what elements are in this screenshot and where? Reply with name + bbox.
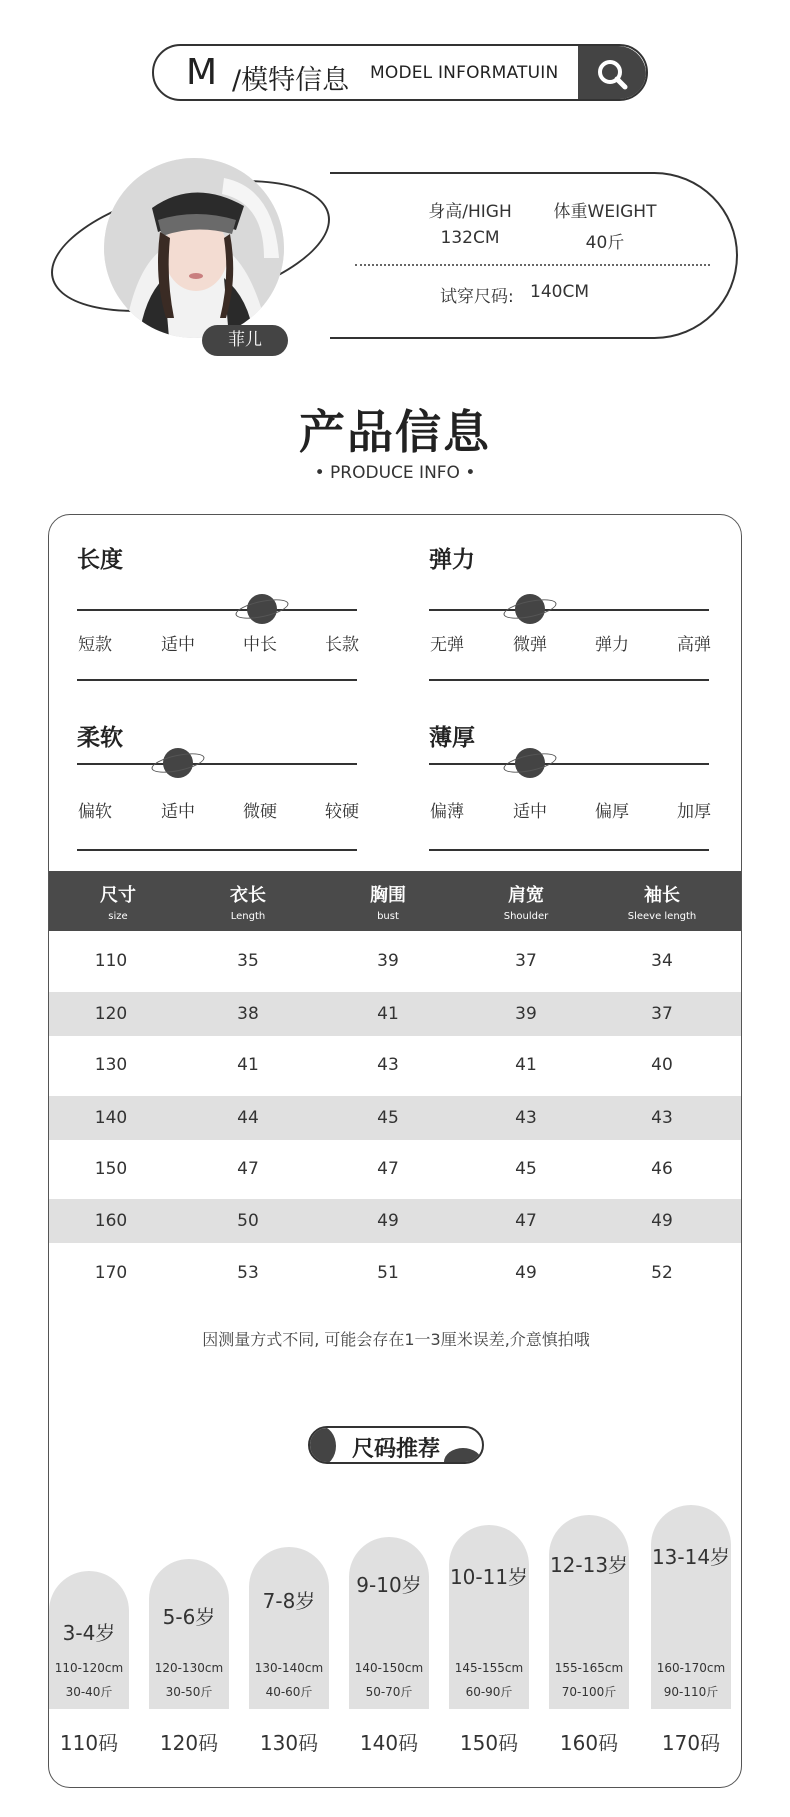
attribute-option: 长款	[325, 635, 359, 655]
age-height-range: 120-130cm	[154, 1661, 224, 1675]
attribute-thickness	[429, 719, 709, 839]
table-row	[49, 1096, 742, 1140]
age-label: 3-4岁	[62, 1621, 116, 1645]
size-code: 140码	[359, 1731, 419, 1755]
column-header-length: 衣长 Length	[230, 885, 266, 922]
attribute-title: 弹力	[429, 547, 475, 573]
attribute-option: 偏软	[78, 802, 112, 822]
attribute-title: 柔软	[77, 725, 123, 751]
attribute-option: 微硬	[243, 802, 277, 822]
table-cell: 39	[515, 1004, 537, 1024]
attribute-option: 微弹	[513, 635, 547, 655]
age-weight-range: 70-100斤	[561, 1685, 617, 1699]
age-weight-range: 90-110斤	[663, 1685, 719, 1699]
attribute-option: 弹力	[595, 635, 629, 655]
table-cell: 110	[94, 951, 128, 971]
attribute-divider	[429, 849, 709, 851]
attribute-option: 高弹	[677, 635, 711, 655]
table-row	[49, 992, 742, 1036]
attribute-level-indicator	[429, 594, 709, 626]
attribute-level-indicator	[429, 748, 709, 780]
attribute-option: 较硬	[325, 802, 359, 822]
table-cell: 49	[515, 1263, 537, 1283]
product-info-panel	[48, 514, 742, 1788]
table-cell: 37	[651, 1004, 673, 1024]
height-value: 132CM	[440, 228, 500, 248]
table-cell: 38	[237, 1004, 259, 1024]
table-cell: 140	[94, 1108, 128, 1128]
table-row	[49, 1251, 742, 1295]
height-label: 身高/HIGH	[428, 202, 512, 222]
table-cell: 47	[237, 1159, 259, 1179]
age-height-range: 145-155cm	[454, 1661, 524, 1675]
table-row	[49, 939, 742, 983]
table-cell: 53	[237, 1263, 259, 1283]
weight-value: 40斤	[585, 233, 625, 253]
table-cell: 34	[651, 951, 673, 971]
age-height-range: 160-170cm	[656, 1661, 726, 1675]
table-cell: 43	[651, 1108, 673, 1128]
age-column	[449, 1525, 529, 1709]
age-weight-range: 30-50斤	[165, 1685, 213, 1699]
age-label: 5-6岁	[162, 1605, 216, 1629]
table-cell: 43	[377, 1055, 399, 1075]
table-cell: 45	[377, 1108, 399, 1128]
table-cell: 40	[651, 1055, 673, 1075]
attribute-level-indicator	[77, 748, 357, 780]
age-label: 7-8岁	[262, 1589, 316, 1613]
size-code: 160码	[559, 1731, 619, 1755]
table-cell: 50	[237, 1211, 259, 1231]
header-title-en: MODEL INFORMATUIN	[370, 63, 559, 83]
age-weight-range: 30-40斤	[65, 1685, 113, 1699]
table-row	[49, 1147, 742, 1191]
attribute-option: 中长	[243, 635, 277, 655]
age-weight-range: 40-60斤	[265, 1685, 313, 1699]
size-code: 150码	[459, 1731, 519, 1755]
size-code: 120码	[159, 1731, 219, 1755]
attribute-divider	[77, 679, 357, 681]
table-cell: 120	[94, 1004, 128, 1024]
model-name-tag: 菲儿	[202, 325, 288, 356]
column-header-size: 尺寸 size	[100, 885, 136, 922]
table-cell: 44	[237, 1108, 259, 1128]
size-recommend-chart	[49, 1465, 742, 1785]
age-height-range: 110-120cm	[54, 1661, 124, 1675]
attribute-option: 适中	[161, 802, 195, 822]
column-header-shoulder: 肩宽 Shoulder	[503, 885, 549, 922]
table-cell: 46	[651, 1159, 673, 1179]
measurement-note: 因测量方式不同, 可能会存在1一3厘米误差,介意慎拍哦	[202, 1330, 590, 1349]
attribute-softness	[77, 719, 357, 839]
table-cell: 150	[94, 1159, 128, 1179]
table-cell: 35	[237, 951, 259, 971]
table-cell: 52	[651, 1263, 673, 1283]
age-weight-range: 50-70斤	[365, 1685, 413, 1699]
table-cell: 49	[377, 1211, 399, 1231]
attribute-option: 偏薄	[430, 802, 464, 822]
table-cell: 45	[515, 1159, 537, 1179]
attribute-divider	[429, 679, 709, 681]
table-cell: 47	[515, 1211, 537, 1231]
attribute-option: 适中	[161, 635, 195, 655]
table-cell: 41	[515, 1055, 537, 1075]
model-stats-card	[330, 172, 738, 339]
model-info-header	[152, 44, 648, 101]
weight-label: 体重WEIGHT	[553, 202, 657, 222]
age-height-range: 130-140cm	[254, 1661, 324, 1675]
size-table-header	[49, 871, 742, 931]
table-cell: 43	[515, 1108, 537, 1128]
size-code: 130码	[259, 1731, 319, 1755]
try-size-label: 试穿尺码:	[440, 287, 514, 307]
attribute-option: 偏厚	[595, 802, 629, 822]
attribute-option: 适中	[513, 802, 547, 822]
model-avatar	[104, 158, 284, 338]
table-cell: 130	[94, 1055, 128, 1075]
search-icon	[578, 46, 646, 101]
age-column	[651, 1505, 731, 1709]
table-row	[49, 1043, 742, 1087]
column-header-bust: 胸围 bust	[370, 885, 406, 922]
table-row	[49, 1199, 742, 1243]
table-cell: 160	[94, 1211, 128, 1231]
table-cell: 37	[515, 951, 537, 971]
size-letter: M	[186, 52, 218, 93]
attribute-divider	[77, 849, 357, 851]
header-title-cn: /模特信息	[232, 65, 350, 96]
size-recommend-title: 尺码推荐	[351, 1437, 440, 1462]
column-header-sleeve: 袖长 Sleeve length	[627, 885, 697, 922]
attribute-title: 薄厚	[429, 725, 475, 751]
attribute-level-indicator	[77, 594, 357, 626]
age-weight-range: 60-90斤	[465, 1685, 513, 1699]
age-height-range: 140-150cm	[354, 1661, 424, 1675]
attribute-option: 短款	[78, 635, 112, 655]
size-code: 110码	[59, 1731, 119, 1755]
table-cell: 41	[377, 1004, 399, 1024]
stats-divider	[355, 264, 710, 266]
age-label: 9-10岁	[356, 1573, 422, 1597]
attribute-title: 长度	[77, 547, 123, 573]
product-info-subtitle: • PRODUCE INFO •	[314, 463, 476, 483]
age-label: 12-13岁	[549, 1553, 629, 1577]
table-cell: 170	[94, 1263, 128, 1283]
table-cell: 39	[377, 951, 399, 971]
size-code: 170码	[661, 1731, 721, 1755]
table-cell: 41	[237, 1055, 259, 1075]
table-cell: 49	[651, 1211, 673, 1231]
age-height-range: 155-165cm	[554, 1661, 624, 1675]
attribute-elasticity	[429, 541, 709, 661]
attribute-option: 加厚	[677, 802, 711, 822]
table-cell: 47	[377, 1159, 399, 1179]
size-recommend-heading	[308, 1426, 484, 1464]
table-cell: 51	[377, 1263, 399, 1283]
age-column	[549, 1515, 629, 1709]
age-label: 13-14岁	[651, 1545, 731, 1569]
age-label: 10-11岁	[449, 1565, 529, 1589]
attribute-length	[77, 541, 357, 661]
product-info-title: 产品信息	[299, 405, 491, 459]
attribute-option: 无弹	[430, 635, 464, 655]
try-size-value: 140CM	[530, 282, 589, 302]
search-button[interactable]	[578, 46, 646, 101]
